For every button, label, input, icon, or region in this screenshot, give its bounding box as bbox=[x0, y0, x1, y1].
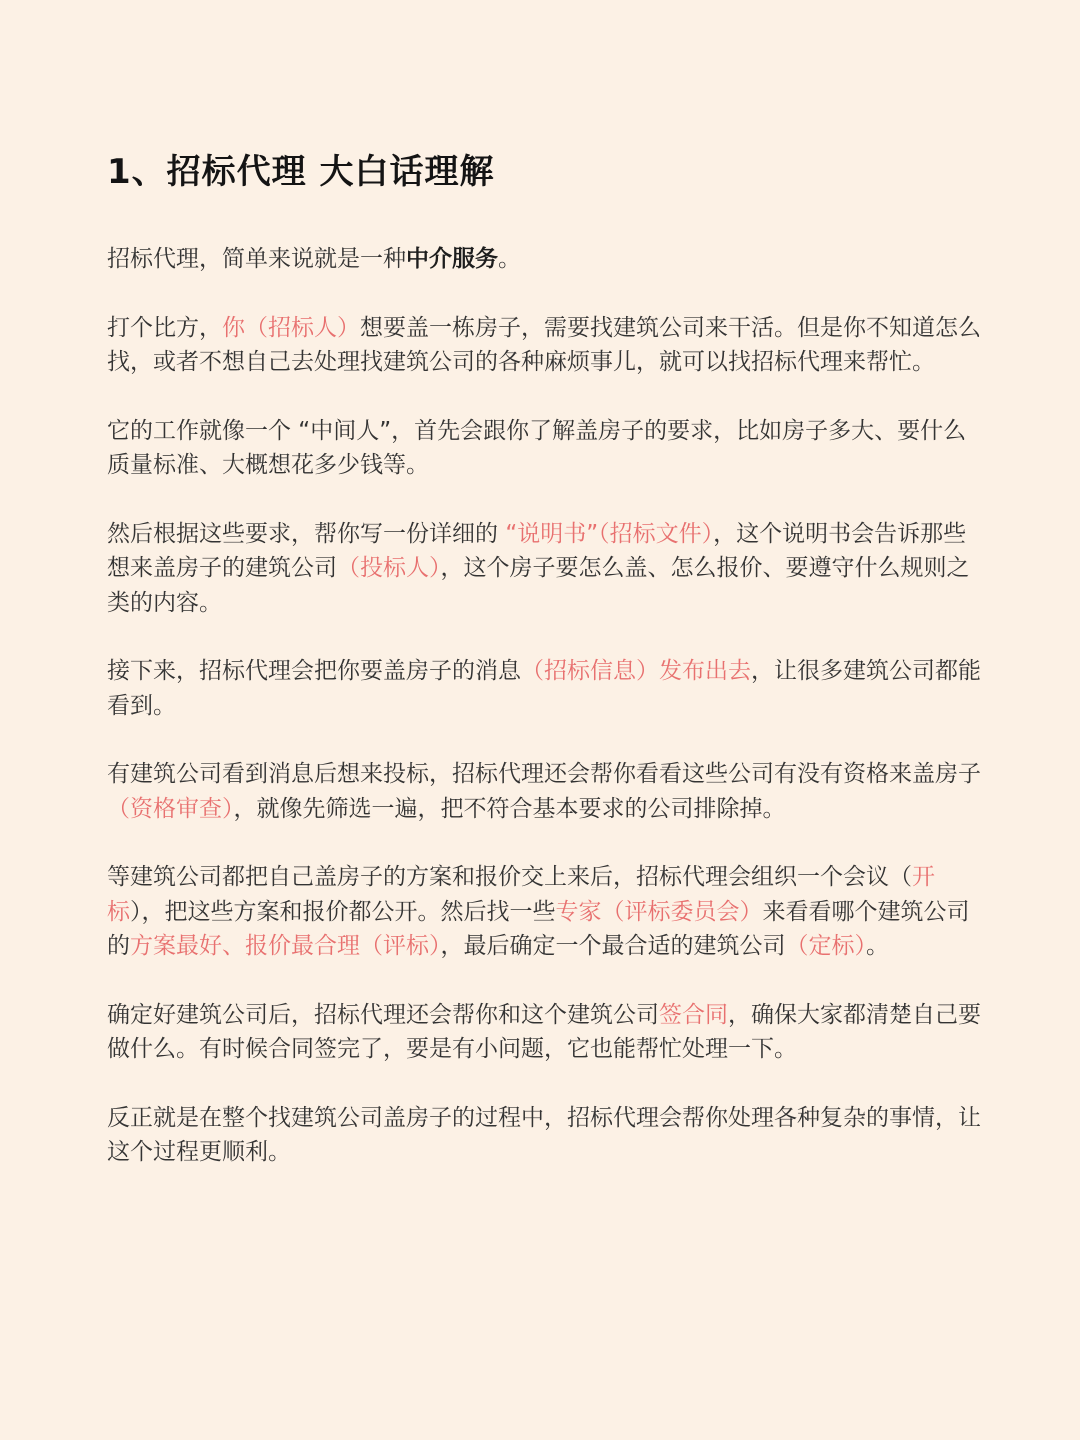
highlight-text: （投标人） bbox=[337, 555, 441, 581]
paragraph-text: 打个比方， bbox=[107, 314, 222, 341]
paragraph-text: ，最后确定一个最合适的建筑公司 bbox=[440, 933, 786, 959]
paragraph-text: ），把这些方案和报价都公开。然后找一些 bbox=[130, 898, 556, 925]
highlight-text: （招标信息）发布出去 bbox=[521, 658, 751, 684]
bold-text: 中介服务 bbox=[406, 246, 498, 272]
paragraph-text: 招标代理，简单来说就是一种 bbox=[107, 246, 406, 272]
paragraph-text: ，确保大家都清楚自己要做什么。有时候合同签完了，要是有小问题，它也能帮忙处理一下。 bbox=[107, 1001, 981, 1062]
paragraph-3 bbox=[107, 414, 987, 483]
paragraph-text: 然后根据这些要求，帮你写一份详细的 bbox=[107, 520, 506, 547]
highlight-text: 开标 bbox=[107, 864, 935, 925]
paragraph-text: 它的工作就像一个 “中间人”，首先会跟你了解盖房子的要求，比如房子多大、要什么质量标准、大概想花多少钱等。 bbox=[107, 417, 967, 478]
paragraph-text: 。 bbox=[498, 246, 521, 272]
paragraph-text: ，这个说明书会告诉那些想来盖房子的建筑公司 bbox=[107, 520, 967, 581]
paragraph-text: 确定好建筑公司后，招标代理还会帮你和这个建筑公司 bbox=[107, 1001, 659, 1028]
paragraph-1 bbox=[107, 242, 987, 277]
paragraph-5 bbox=[107, 654, 987, 723]
paragraph-text: ，让很多建筑公司都能看到。 bbox=[107, 658, 981, 719]
paragraph-7 bbox=[107, 860, 987, 964]
paragraph-text: 来看看哪个建筑公司的 bbox=[107, 898, 970, 959]
article bbox=[107, 148, 987, 1204]
highlight-text: 方案最好、报价最合理（评标） bbox=[130, 933, 441, 959]
paragraph-text: 。 bbox=[866, 933, 889, 959]
paragraph-9 bbox=[107, 1101, 987, 1170]
highlight-text: （定标） bbox=[785, 933, 866, 959]
article-body bbox=[107, 242, 987, 1170]
paragraph-text: 有建筑公司看到消息后想来投标，招标代理还会帮你看看这些公司有没有资格来盖房子 bbox=[107, 761, 981, 787]
paragraph-text: ，就像先筛选一遍，把不符合基本要求的公司排除掉。 bbox=[233, 795, 786, 822]
paragraph-6 bbox=[107, 757, 987, 826]
paragraph-text: 等建筑公司都把自己盖房子的方案和报价交上来后，招标代理会组织一个会议（ bbox=[107, 864, 912, 890]
highlight-text: 专家（评标委员会） bbox=[555, 898, 763, 925]
paragraph-text: 反正就是在整个找建筑公司盖房子的过程中，招标代理会帮你处理各种复杂的事情，让这个过程更顺利。 bbox=[107, 1104, 981, 1165]
paragraph-text: ，这个房子要怎么盖、怎么报价、要遵守什么规则之类的内容。 bbox=[107, 555, 970, 616]
paragraph-8 bbox=[107, 998, 987, 1067]
paragraph-text: 接下来，招标代理会把你要盖房子的消息 bbox=[107, 658, 521, 684]
highlight-text: 签合同 bbox=[659, 1001, 728, 1028]
paragraph-4 bbox=[107, 517, 987, 621]
highlight-text: 你（招标人） bbox=[222, 314, 360, 341]
paragraph-2 bbox=[107, 311, 987, 380]
highlight-text: （资格审查） bbox=[107, 795, 234, 822]
highlight-text: “说明书”（招标文件） bbox=[505, 520, 714, 547]
paragraph-text: 想要盖一栋房子，需要找建筑公司来干活。但是你不知道怎么找，或者不想自己去处理找建筑公司的各种麻烦事儿，就可以找招标代理来帮忙。 bbox=[107, 314, 981, 375]
page-title: 1、招标代理 大白话理解 bbox=[107, 152, 495, 192]
